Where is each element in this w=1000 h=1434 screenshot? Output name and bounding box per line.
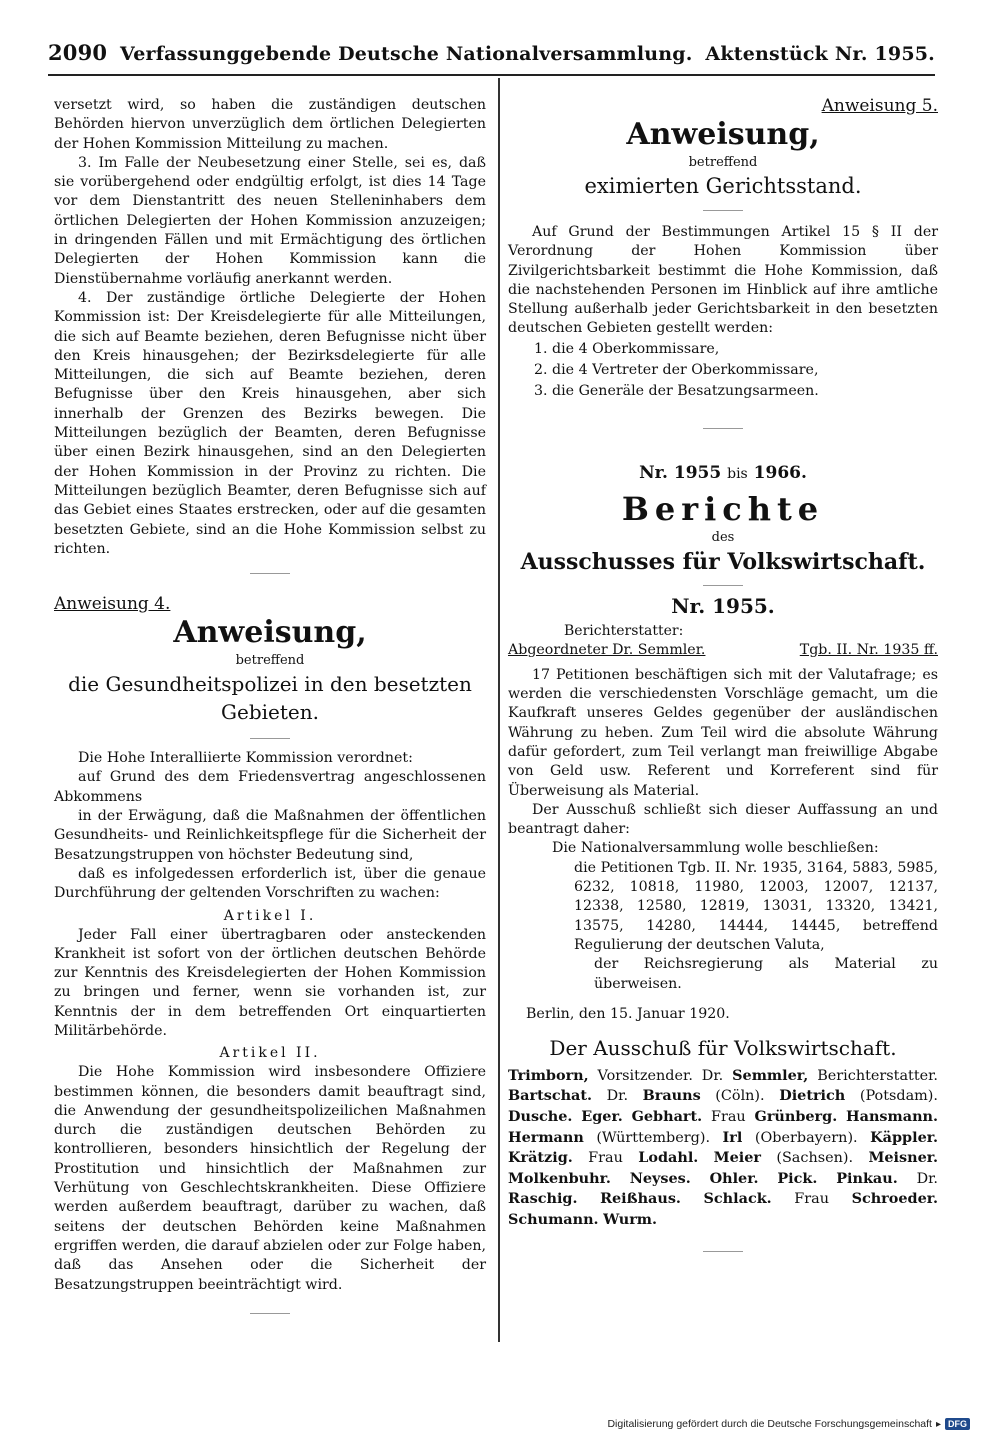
footer xyxy=(607,1418,970,1430)
left-column xyxy=(54,96,486,1328)
motion-intro: Die Nationalversammlung wolle beschließen: xyxy=(552,840,879,857)
separator xyxy=(250,573,290,574)
member-name: Schlack. xyxy=(703,1190,772,1208)
member-name: Pick. xyxy=(777,1169,818,1187)
report-paragraph-1: 17 Petitionen beschäftigen sich mit der Valutafrage; es werden die verschiedensten Vorschläge gemacht, um die Kaufkraft unseres Geldes gegenüber der ausländischen Währung zu heben. Zum Teil wird die absolute Währung dafür gefordert, zum Teil verlangt man freiwillige Abgabe von Geld usw. Referent und Korreferent sind für Überweisung als Material. xyxy=(508,666,938,799)
separator xyxy=(703,1251,743,1252)
member-note: Frau xyxy=(702,1109,746,1126)
anweisung-4-grund-2: in der Erwägung, daß die Maßnahmen der öffentlichen Gesundheits- und Reinlichkeitspflege für die Sicherheit der Besatzungstruppen von höchster Bedeutung sind, xyxy=(54,808,486,863)
berichterstatter-label: Berichterstatter: xyxy=(564,622,684,639)
member-note: Berichterstatter. xyxy=(808,1067,938,1084)
member-name: Schroeder. xyxy=(851,1190,939,1208)
member-name: Gebhart. xyxy=(631,1108,703,1126)
reporter-name: Abgeordneter Dr. Semmler. xyxy=(508,641,706,658)
member-name: Trimborn, xyxy=(508,1066,589,1084)
report-number: Nr. 1955. xyxy=(671,593,775,618)
report-range-start: Nr. 1955 xyxy=(639,462,722,483)
column-divider xyxy=(498,78,500,1342)
separator xyxy=(250,1313,290,1314)
right-column xyxy=(508,96,938,1266)
artikel-2-heading: Artikel II. xyxy=(219,1045,321,1062)
member-note: Dr. xyxy=(897,1170,938,1187)
page-number: 2090 xyxy=(48,40,108,65)
member-name: Dusche. xyxy=(508,1108,573,1126)
paragraph-3: 3. Im Falle der Neubesetzung einer Stelle, sei es, daß sie vorübergehend oder endgültig erfolgt, ist dies 14 Tage vor dem Dienstantritt des neuen Stelleninhabers dem örtlichen Delegierten der Hohen Kommission anzuzeigen; in dringenden Fällen und mit Ermächtigung des örtlichen Delegierten der Hohen Kommission kann die Dienstübernahme vorläufig anerkannt werden. xyxy=(54,154,486,287)
member-name: Käppler. xyxy=(870,1128,939,1146)
anweisung-5-title: Anweisung, xyxy=(626,117,820,152)
member-name: Krätzig. xyxy=(508,1149,573,1167)
member-note: (Sachsen). xyxy=(760,1150,854,1167)
intro-paragraph: versetzt wird, so haben die zuständigen deutschen Behörden hiervon unverzüglich dem örtlichen Delegierten der Hohen Kommission Mitteilung zu machen. xyxy=(54,97,486,152)
member-note: Frau xyxy=(572,1150,623,1167)
member-note: (Cöln). xyxy=(700,1088,765,1105)
member-name: Neyses. xyxy=(629,1169,691,1187)
paragraph-4: 4. Der zuständige örtliche Delegierte der Hohen Kommission ist: Der Kreisdelegierte für alle Mitteilungen, die sich auf Beamte beziehen, deren Befugnisse nicht über den Kreis hinausgehen; der Bezirksdelegierte für alle Mitteilungen, die sich auf Beamte beziehen, deren Befugnisse über den Kreis hinausgehen, aber sich innerhalb der Grenzen des Bezirks bewegen. Die Mitteilungen bezüglich der Beamten, deren Befugnisse über einen Bezirk hinausgehen, sind an den Delegierten der Hohen Kommission in der Provinz zu richten. Die Mitteilungen bezüglich Beamter, deren Befugnisse sich auf das Gebiet eines Staates erstrecken, oder auf die gesamten besetzten Gebiete, sind an die Hohe Kommission selbst zu richten. xyxy=(54,289,486,557)
footer-text: Digitalisierung gefördert durch die Deutsche Forschungsgemeinschaft xyxy=(607,1418,932,1430)
member-name: Hansmann. xyxy=(846,1108,939,1126)
tgb-reference: Tgb. II. Nr. 1935 ff. xyxy=(799,641,938,658)
motion xyxy=(508,839,938,993)
anweisung-4-grund-3: daß es infolgedessen erforderlich ist, über die genaue Durchführung der geltenden Vorschriften zu wachen: xyxy=(54,865,486,902)
member-name: Dietrich xyxy=(779,1087,846,1105)
report-paragraph-2: Der Ausschuß schließt sich dieser Auffassung an und beantragt daher: xyxy=(508,801,938,838)
member-name: Raschig. xyxy=(508,1190,578,1208)
member-name: Brauns xyxy=(642,1087,701,1105)
anweisung-4-label: Anweisung 4. xyxy=(54,594,171,615)
header-title: Verfassunggebende Deutsche Nationalversammlung. xyxy=(120,43,693,65)
member-name: Pinkau. xyxy=(836,1169,898,1187)
member-note: (Württemberg). xyxy=(583,1129,711,1146)
anweisung-4-subject: die Gesundheitspolizei in den besetzten Gebieten. xyxy=(68,672,472,725)
anweisung-5-subject: eximierten Gerichtsstand. xyxy=(584,174,862,198)
list-item: 2. die 4 Vertreter der Oberkommissare, xyxy=(534,361,819,378)
document-number: Aktenstück Nr. 1955. xyxy=(705,43,935,65)
berichte-heading: Berichte xyxy=(621,489,825,528)
report-range xyxy=(508,463,938,483)
committee-signature: Der Ausschuß für Volkswirtschaft. xyxy=(549,1035,897,1060)
separator xyxy=(250,738,290,739)
anweisung-5-betreffend: betreffend xyxy=(688,155,758,170)
artikel-2-text: Die Hohe Kommission wird insbesondere Offiziere bestimmen können, die besonders damit beauftragt sind, die Anwendung der gesundheitspolizeilichen Maßnahmen durch die zuständigen deutschen Behörden zu kontrollieren, besonders hinsichtlich der Regelung der Prostitution und hinsichtlich der Maßnahmen zur Verhütung von Geschlechtskrankheiten. Diese Offiziere werden außerdem beauftragt, darüber zu wachen, daß seitens der deutschen Behörden keine Maßnahmen ergriffen werden, die darauf abzielen oder zur Folge haben, daß das Ansehen oder die Sicherheit der Besatzungstruppen beeinträchtigt wird. xyxy=(54,1064,486,1293)
reporter-row xyxy=(508,640,938,660)
member-name: Meier xyxy=(713,1149,761,1167)
member-name: Irl xyxy=(722,1128,743,1146)
report-range-bis: bis xyxy=(727,465,748,482)
member-name: Molkenbuhr. xyxy=(508,1169,611,1187)
committee-heading: Ausschusses für Volkswirtschaft. xyxy=(520,548,926,575)
anweisung-4-betreffend: betreffend xyxy=(235,653,305,669)
member-name: Wurm. xyxy=(603,1210,658,1228)
member-name: Lodahl. xyxy=(638,1149,699,1167)
anweisung-5-label: Anweisung 5. xyxy=(821,96,938,116)
member-name: Reißhaus. xyxy=(600,1190,681,1208)
separator xyxy=(703,210,743,211)
member-name: Ohler. xyxy=(709,1169,759,1187)
place-date: Berlin, den 15. Januar 1920. xyxy=(526,1005,730,1022)
artikel-1-heading: Artikel I. xyxy=(223,907,317,924)
member-note: Frau xyxy=(771,1191,829,1208)
member-name: Bartschat. xyxy=(508,1087,593,1105)
page-header xyxy=(48,40,935,70)
member-name: Meisner. xyxy=(868,1149,938,1167)
member-note: Vorsitzender. Dr. xyxy=(588,1067,724,1084)
arrow-icon: ▸ xyxy=(935,1418,941,1430)
member-note: (Oberbayern). xyxy=(742,1129,858,1146)
member-name: Semmler, xyxy=(732,1066,809,1084)
committee-members xyxy=(508,1066,938,1231)
des-label: des xyxy=(711,529,735,545)
anweisung-5-body: Auf Grund der Bestimmungen Artikel 15 § II der Verordnung der Hohen Kommission über Zivilgerichtsbarkeit bestimmt die Hohe Kommission, daß die nachstehenden Personen im Hinblick auf ihre amtliche Stellung außerhalb jeder Gerichtsbarkeit in den besetzten deutschen Gebieten gestellt werden: xyxy=(508,224,938,337)
list-item: 3. die Generäle der Besatzungsarmeen. xyxy=(534,382,819,399)
member-name: Schumann. xyxy=(508,1210,599,1228)
motion-petitions: die Petitionen Tgb. II. Nr. 1935, 3164, 5883, 5985, 6232, 10818, 11980, 12003, 12007, 12137, 12338, 12580, 12819, 13031, 13320, 13421, 13575, 14280, 14444, 14445, betreffend Regulierung der deutschen Valuta, xyxy=(574,859,938,953)
member-note: (Potsdam). xyxy=(845,1088,938,1105)
member-name: Hermann xyxy=(508,1128,584,1146)
anweisung-5-list xyxy=(508,339,938,402)
member-note: Dr. xyxy=(592,1088,629,1105)
member-name: Eger. xyxy=(581,1108,623,1126)
artikel-1-text: Jeder Fall einer übertragbaren oder ansteckenden Krankheit ist sofort von der örtlichen deutschen Behörde zur Kenntnis des Kreisdelegierten der Hohen Kommission zu bringen und ferner, wenn sie vorhanden ist, zur Kenntnis der in dem betreffenden Ort einquartierten Militärbehörde. xyxy=(54,926,486,1039)
report-range-end: 1966. xyxy=(753,462,807,483)
anweisung-4-verordnet: Die Hohe Interalliierte Kommission verordnet: xyxy=(78,750,413,767)
separator xyxy=(703,585,743,586)
anweisung-4-title: Anweisung, xyxy=(173,615,367,651)
dfg-logo: DFG xyxy=(945,1418,970,1430)
header-rule xyxy=(48,74,935,76)
member-name: Grünberg. xyxy=(754,1108,838,1126)
motion-transfer: der Reichsregierung als Material zu überweisen. xyxy=(594,956,938,992)
list-item: 1. die 4 Oberkommissare, xyxy=(534,340,720,357)
anweisung-4-grund-1: auf Grund des dem Friedensvertrag angeschlossenen Abkommens xyxy=(54,769,486,805)
separator xyxy=(703,428,743,429)
